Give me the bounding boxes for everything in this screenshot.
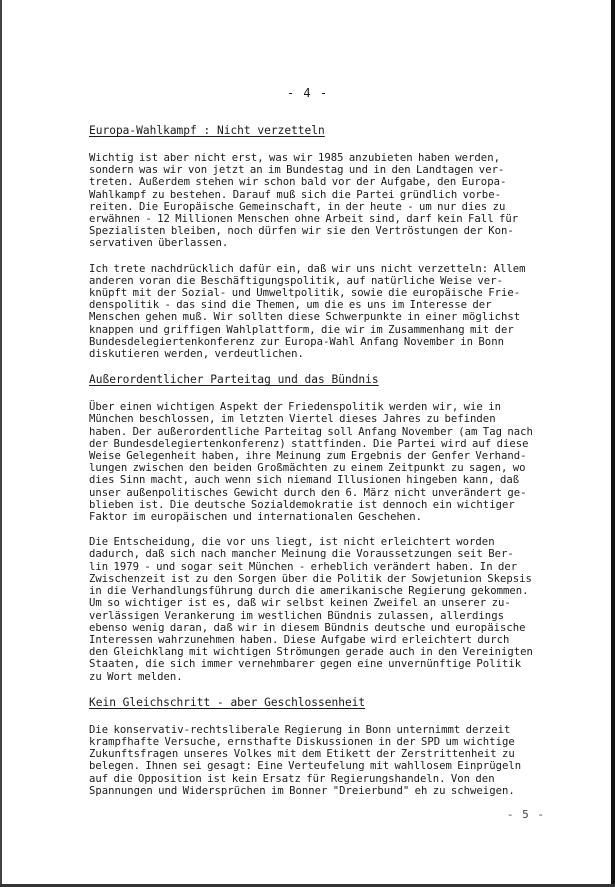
text-line: Die Entscheidung, die vor uns liegt, ist nicht erleichtert worden <box>89 536 495 549</box>
text-line: zu Wort melden. <box>89 670 183 683</box>
section-heading: Außerordentlicher Parteitag und das Bündnis <box>89 373 379 387</box>
section-heading: Europa-Wahlkampf : Nicht verzetteln <box>89 124 325 137</box>
text-line: Über einen wichtigen Aspekt der Friedenspolitik werden wir, wie in <box>89 401 501 414</box>
text-line: der Bundesdelegiertenkonferenz) stattfinden. Die Partei wird auf diese <box>89 437 529 450</box>
text-line: Zwischenzeit ist zu den Sorgen über die Politik der Sowjetunion Skepsis <box>89 572 532 585</box>
text-line: haben. Der außerordentliche Parteitag soll Anfang November (am Tag nach <box>89 425 533 438</box>
text-line: den Gleichklang mit wichtigen Strömungen gerade auch in den Vereinigten <box>89 646 533 659</box>
text-line: Um so wichtiger ist es, daß wir selbst keinen Zweifel an unserer zu- <box>89 597 511 610</box>
text-line: erwähnen - 12 Millionen Menschen ohne Arbeit sind, darf kein Fall für <box>89 213 519 226</box>
text-line: ebenso wenig daran, daß wir in diesem Bündnis deutsche und europäische <box>89 621 526 634</box>
text-line: auf die Opposition ist kein Ersatz für Regierungshandeln. Von den <box>89 772 495 785</box>
text-line: Wahlkampf zu bestehen. Darauf muß sich die Partei gründlich vorbe- <box>89 188 501 201</box>
text-line: Staaten, die sich immer vernehmbarer gegen eine unvernünftige Politik <box>89 658 522 671</box>
text-line: dies Sinn macht, auch wenn sich niemand Illusionen hingeben kann, daß <box>89 474 520 487</box>
paragraph <box>89 401 569 523</box>
text-line: Bundesdelegiertenkonferenz zur Europa-Wahl Anfang November in Bonn <box>89 335 504 348</box>
text-line: Faktor im europäischen und internationalen Geschehen. <box>89 511 423 524</box>
text-line: denspolitik - das sind die Themen, um die es uns im Interesse der <box>89 299 492 312</box>
text-line: Weise Gelegenheit haben, ihre Meinung zum Ergebnis der Genfer Verhand- <box>89 450 527 463</box>
text-line: knüpft mit der Sozial- und Umweltpolitik, sowie die europäische Frie- <box>89 287 521 300</box>
text-line: servativen überlassen. <box>89 237 229 250</box>
document-body <box>89 124 569 810</box>
section-heading: Kein Gleichschritt - aber Geschlossenheit <box>89 695 366 709</box>
text-line: treten. Außerdem stehen wir schon bald vor der Aufgabe, den Europa- <box>89 176 507 189</box>
paragraph <box>89 263 569 361</box>
text-line: Zukunftsfragen unseres Volkes mit dem Etikett der Zerstrittenheit zu <box>89 748 515 761</box>
text-line: Interessen wahrzunehmen haben. Diese Aufgabe wird erleichtert durch <box>89 633 510 646</box>
text-line: Spannungen und Widersprüchen im Bonner "Dreierbund" eh zu schweigen. <box>89 784 515 797</box>
text-line: unser außenpolitisches Gewicht durch den 6. März nicht unverändert ge- <box>89 486 527 499</box>
text-line: Wichtig ist aber nicht erst, was wir 1985 anzubieten haben werden, <box>89 152 500 164</box>
text-line: Die konservativ-rechtsliberale Regierung in Bonn unternimmt derzeit <box>89 723 511 736</box>
text-line: belegen. Ihnen sei gesagt: Eine Verteufelung mit wahllosem Einprügeln <box>89 760 522 773</box>
section <box>89 124 569 360</box>
text-line: lin 1979 - und sogar seit München - erheblich verändert haben. In der <box>89 560 518 573</box>
next-page-mark: - 5 - <box>506 808 545 821</box>
text-line: dadurch, daß sich nach mancher Meinung die Voraussetzungen seit Ber- <box>89 548 514 561</box>
section <box>89 696 569 797</box>
scan-edge-right <box>611 0 615 887</box>
scan-edge-left <box>0 0 2 887</box>
text-line: in die Verhandlungsführung durch die amerikanische Regierung gekommen. <box>89 585 529 598</box>
text-line: diskutieren werden, verdeutlichen. <box>89 348 304 361</box>
paragraph <box>89 536 569 682</box>
text-line: reiten. Die Europäische Gemeinschaft, in der heute - um nur dies zu <box>89 200 506 213</box>
text-line: verlässigen Verankerung im westlichen Bündnis zulassen, allerdings <box>89 609 504 622</box>
text-line: krampfhafte Versuche, ernsthafte Diskussionen in der SPD um wichtige <box>89 735 515 748</box>
section <box>89 373 569 682</box>
text-line: sondern was wir von jetzt an im Bundestag und in den Landtagen ver- <box>89 164 505 177</box>
text-line: Menschen gehen muß. Wir sollten diese Schwerpunkte in einer möglichst <box>89 311 521 324</box>
text-line: anderen voran die Beschäftigungspolitik, auf natürliche Weise ver- <box>89 274 503 287</box>
paragraph <box>89 724 569 797</box>
text-line: München beschlossen, im letzten Viertel dieses Jahres zu befinden <box>89 413 496 426</box>
text-line: lungen zwischen den beiden Großmächten zu einem Zeitpunkt zu sagen, wo <box>89 462 526 475</box>
text-line: Spezialisten bleiben, noch dürfen wir sie den Vertröstungen der Kon- <box>89 225 514 238</box>
text-line: knappen und griffigen Wahlplattform, die wir im Zusammenhang mit der <box>89 323 514 336</box>
paragraph <box>89 152 569 250</box>
text-line: blieben ist. Die deutsche Sozialdemokratie ist dennoch ein wichtiger <box>89 498 515 511</box>
text-line: Ich trete nachdrücklich dafür ein, daß wir uns nicht verzetteln: Allem <box>89 262 526 275</box>
page-number: - 4 - <box>286 86 329 100</box>
